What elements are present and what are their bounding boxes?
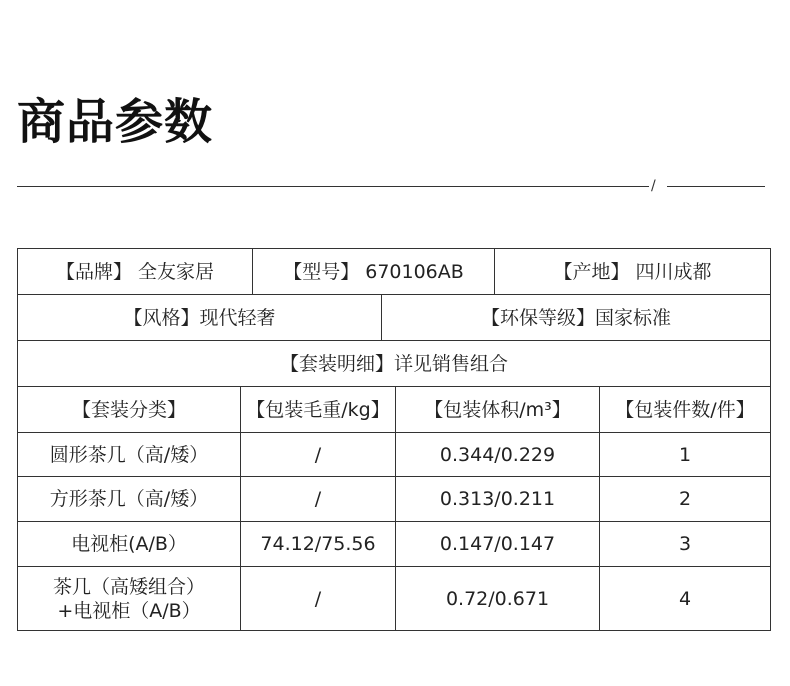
row2-name: 方形茶几（高/矮） [49,488,209,510]
row1-name: 圆形茶几（高/矮） [49,443,209,466]
set-detail-cell: 【套装明细】详见销售组合 [279,352,508,375]
row4-name [18,567,240,630]
row2-weight: / [314,488,322,510]
row3-weight: 74.12/75.56 [260,533,376,555]
row1-count: 1 [678,443,692,466]
row2-volume: 0.313/0.211 [439,488,556,510]
header-package-count: 【包装件数/件】 [615,398,755,421]
model-cell: 【型号】 670106AB [283,260,464,283]
row4-name-line1: 茶几（高矮组合） [52,575,205,598]
style-cell: 【风格】现代轻奢 [123,306,276,329]
spec-table [17,248,771,631]
page-title: 商品参数 [17,94,214,150]
row4-count: 4 [678,587,692,610]
row1-volume: 0.344/0.229 [439,443,556,466]
origin-cell: 【产地】 四川成都 [553,260,712,283]
header-package-volume: 【包装体积/m³】 [424,398,571,421]
row4-volume: 0.72/0.671 [445,587,550,610]
header-set-category: 【套装分类】 [71,398,186,421]
brand-cell: 【品牌】 全友家居 [55,260,215,283]
row4-name-line2: +电视柜（A/B） [57,599,201,622]
row3-name: 电视柜(A/B） [71,533,187,555]
row3-volume: 0.147/0.147 [439,533,556,555]
divider-line-left [17,186,649,187]
row4-weight: / [314,587,322,610]
divider-line-right [667,186,765,187]
row2-count: 2 [678,488,692,510]
divider-slash: / [651,178,656,194]
eco-level-cell: 【环保等级】国家标准 [480,306,671,329]
row3-count: 3 [678,533,692,555]
row1-weight: / [314,443,322,466]
header-gross-weight: 【包装毛重/kg】 [246,398,390,421]
